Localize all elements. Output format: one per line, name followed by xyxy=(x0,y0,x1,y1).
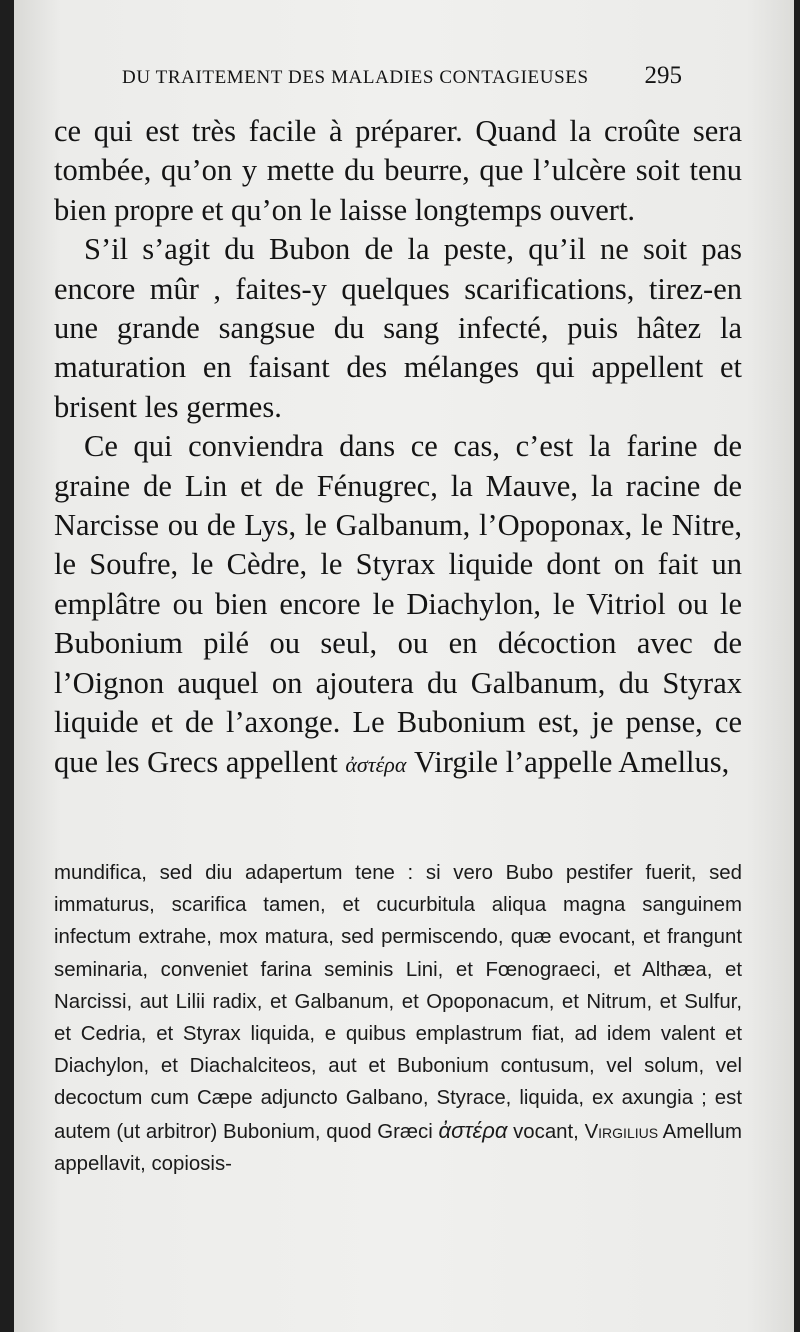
footnote-text-b: vocant, xyxy=(513,1120,579,1143)
latin-footnote xyxy=(54,857,742,1180)
paragraph-3 xyxy=(54,427,742,784)
book-page xyxy=(14,0,794,1332)
running-header xyxy=(122,62,682,90)
page-number: 295 xyxy=(644,62,682,89)
footnote-text-a: mundifica, sed diu adapertum tene : si vero Bubo pestifer fuerit, sed immaturus, scarifica tamen, et cucurbitula aliqua magna sanguinem infectum extrahe, mox matura, sed permiscendo, quæ evocant, et frangunt seminaria, conveniet farina seminis Lini, et Fœnograeci, et Althæa, et Narcissi, aut Lilii radix, et Galbanum, et Opoponacum, et Nitrum, et Sulfur, et Cedria, et Styrax liquida, e quibus emplastrum fiat, ad idem valent et Diachylon, et Diachalciteos, aut et Bubonium contusum, vel solum, vel decoctum cum Cæpe adjuncto Galbano, Styrace, liquida, ex axungia ; est autem (ut arbitror) Bubonium, quod Græci xyxy=(54,862,742,1143)
paragraph-2: S’il s’agit du Bubon de la peste, qu’il ne soit pas encore mûr , faites-y quelques scarifications, tirez-en une grande sangsue du sang infecté, puis hâtez la maturation en faisant des mélanges qui appellent et brisent les germes. xyxy=(54,232,742,424)
greek-word: ἀστέρα xyxy=(345,751,407,777)
paragraph-3-text-a: Ce qui conviendra dans ce cas, c’est la farine de graine de Lin et de Fénugrec, la Mauve, la racine de Narcisse ou de Lys, le Galbanum, l’Opoponax, le Nitre, le Soufre, le Cèdre, le Styrax liquide dont on fait un emplâtre ou bien encore le Diachylon, le Vitriol ou le Bubonium pilé ou seul, ou en décoction avec de l’Oignon auquel on ajoutera du Galbanum, du Styrax liquide et de l’axonge. Le Bubonium est, je pense, ce que les Grecs appellent xyxy=(54,429,742,779)
footnote-paragraph xyxy=(54,857,742,1180)
paragraph-1: ce qui est très facile à préparer. Quand la croûte sera tombée, qu’on y mette du beurre, que l’ulcère soit tenu bien propre et qu’on le laisse longtemps ouvert. xyxy=(54,114,742,227)
footnote-text-c: Amellum appellavit, copiosis- xyxy=(54,1120,742,1175)
main-text-block xyxy=(54,112,742,784)
paragraph-3-text-b: Virgile l’appelle Amellus, xyxy=(414,744,730,779)
running-title: DU TRAITEMENT DES MALADIES CONTAGIEUSES xyxy=(122,67,589,88)
footnote-author: Virgilius xyxy=(584,1120,659,1143)
footnote-greek-word: ἀστέρα xyxy=(438,1117,508,1143)
